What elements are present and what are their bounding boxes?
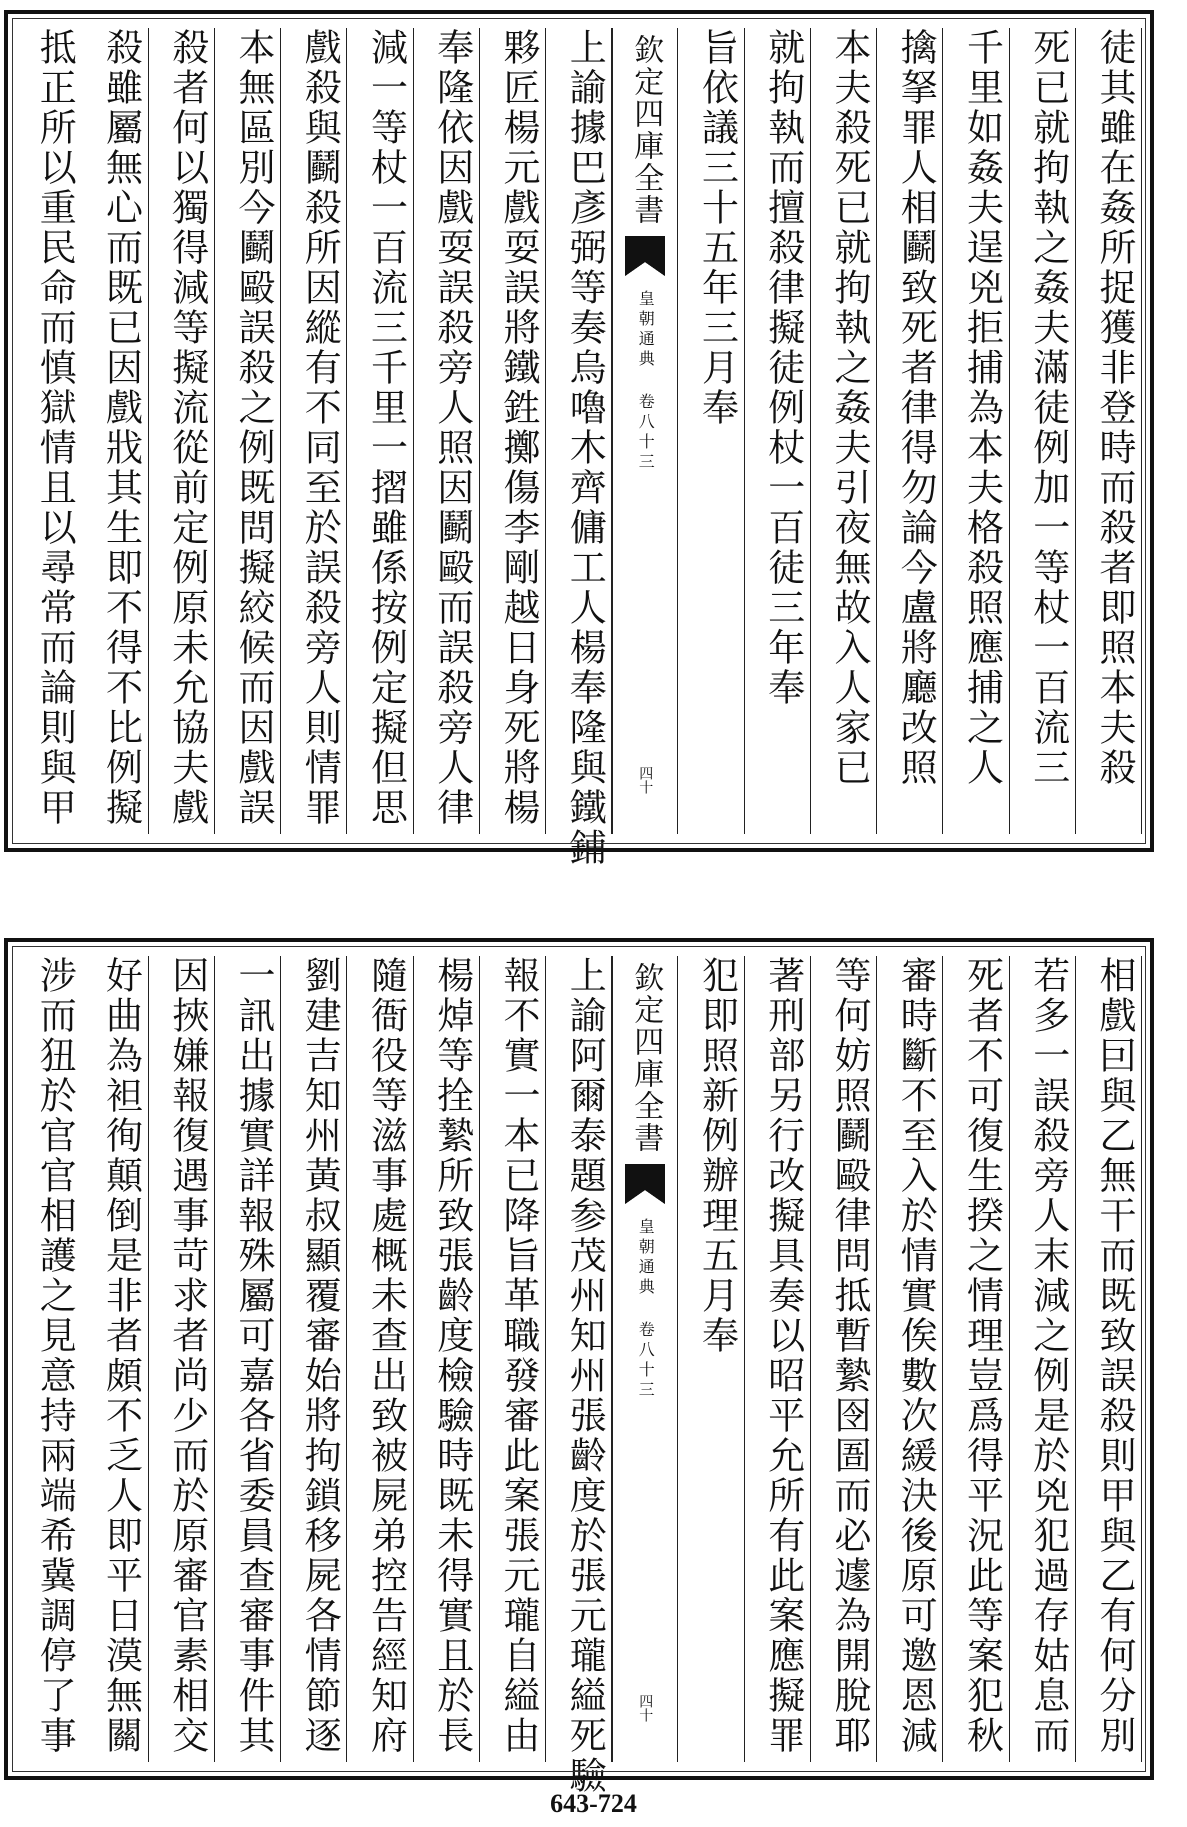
text-column xyxy=(215,956,281,1762)
text-column xyxy=(745,956,811,1762)
column-text: 死已就拘執之姦夫滿徒例加一等杖一百流三 xyxy=(1026,28,1070,788)
top-page xyxy=(4,10,1154,868)
text-column xyxy=(149,28,215,834)
fish-tail-mark-icon xyxy=(625,1164,665,1190)
text-column xyxy=(943,956,1009,1762)
column-text: 報不實一本已降旨革職發審此案張元瓏自縊由 xyxy=(497,956,540,1756)
column-text: 犯即照新例辦理五月奉 xyxy=(695,956,739,1356)
text-column xyxy=(678,28,744,834)
text-column xyxy=(82,28,148,834)
column-text: 旨依議三十五年三月奉 xyxy=(695,28,739,428)
text-column xyxy=(281,28,347,834)
column-text: 楊焯等拴縶所致張齡度檢驗時既未得實且於長 xyxy=(430,956,474,1756)
column-text: 本無區別今鬬毆誤殺之例既問擬絞候而因戲誤 xyxy=(232,28,275,828)
text-column xyxy=(943,28,1009,834)
column-text: 減一等杖一百流三千里一摺雖係按例定擬但思 xyxy=(364,28,408,828)
column-text: 一訊出據實詳報殊屬可嘉各省委員查審事件其 xyxy=(232,956,275,1756)
column-text: 相戲囙與乙無干而既致誤殺則甲與乙有何分別 xyxy=(1093,956,1136,1756)
column-text: 奉隆依因戲耍誤殺旁人照因鬬毆而誤殺旁人律 xyxy=(430,28,474,828)
text-column xyxy=(480,28,546,834)
column-text: 死者不可復生揆之情理豈爲得平況此等案犯秋 xyxy=(960,956,1004,1756)
column-text: 殺者何以獨得減等擬流從前定例原未允協夫戲 xyxy=(165,28,209,828)
column-text: 若多一誤殺旁人末減之例是於兇犯過存姑息而 xyxy=(1026,956,1070,1756)
text-column xyxy=(281,956,347,1762)
column-text: 好曲為袒徇顛倒是非者頗不乏人即平日漠無關 xyxy=(99,956,143,1756)
banner-title: 欽定四庫全書 xyxy=(628,34,664,226)
footer-page-number: 643-724 xyxy=(550,1789,637,1818)
text-column xyxy=(347,956,413,1762)
column-text: 就拘執而擅殺律擬徒例杖一百徒三年奉 xyxy=(761,28,805,708)
text-column xyxy=(546,956,612,1796)
column-text: 上諭阿爾泰題参茂州知州張齡度於張元瓏縊死驗 xyxy=(563,956,607,1796)
text-column xyxy=(678,956,744,1762)
column-text: 著刑部另行改擬具奏以昭平允所有此案應擬罪 xyxy=(761,956,805,1756)
column-text: 徒其雖在姦所捉獲非登時而殺者即照本夫殺 xyxy=(1093,28,1136,788)
text-column xyxy=(745,28,811,834)
text-column xyxy=(82,956,148,1762)
text-column xyxy=(1010,956,1076,1762)
book-title-banner xyxy=(612,28,678,834)
text-column xyxy=(16,28,82,834)
fish-tail-mark-icon xyxy=(625,236,665,262)
column-text: 夥匠楊元戲耍誤將鐵鉎擲傷李剛越日身死將楊 xyxy=(497,28,540,828)
text-column xyxy=(1010,28,1076,834)
column-text: 上諭據巴彥弼等奏烏嚕木齊傭工人楊奉隆與鐵鋪 xyxy=(563,28,607,868)
column-text: 千里如姦夫逞兇拒捕為本夫格殺照應捕之人 xyxy=(960,28,1004,788)
column-text: 隨衙役等滋事處概未查出致被屍弟控告經知府 xyxy=(364,956,408,1756)
bottom-page xyxy=(4,938,1154,1796)
text-column xyxy=(1076,956,1142,1762)
book-title-banner xyxy=(612,956,678,1762)
banner-title: 欽定四庫全書 xyxy=(628,962,664,1154)
banner-page-number: 四十 xyxy=(637,1694,654,1722)
banner-volume: 皇朝通典 卷八十三 xyxy=(636,1218,656,1401)
column-text: 本夫殺死已就拘執之姦夫引夜無故入人家已 xyxy=(828,28,871,788)
banner-volume: 皇朝通典 卷八十三 xyxy=(636,290,656,473)
column-text: 涉而狃於官官相護之見意持兩端希冀調停了事 xyxy=(33,956,77,1756)
column-text: 戲殺與鬬殺所因縱有不同至於誤殺旁人則情罪 xyxy=(298,28,342,828)
column-text: 劉建吉知州黃叔顯覆審始將拘鎖移屍各情節逐 xyxy=(298,956,342,1756)
text-column xyxy=(149,956,215,1762)
text-column xyxy=(546,28,612,868)
text-column xyxy=(877,28,943,834)
text-column xyxy=(215,28,281,834)
column-text: 殺雖屬無心而既已因戲戕其生即不得不比例擬 xyxy=(99,28,143,828)
text-column xyxy=(414,956,480,1762)
column-text: 抵正所以重民命而慎獄情且以尋常而論則與甲 xyxy=(33,28,77,828)
text-column xyxy=(347,28,413,834)
text-column xyxy=(877,956,943,1762)
text-column xyxy=(480,956,546,1762)
banner-page-number: 四十 xyxy=(637,766,654,794)
column-text: 因挾嫌報復遇事苛求者尚少而於原審官素相交 xyxy=(165,956,209,1756)
text-column xyxy=(414,28,480,834)
text-column xyxy=(811,956,877,1762)
text-column xyxy=(1076,28,1142,834)
column-text: 審時斷不至入於情實俟數次緩決後原可邀恩減 xyxy=(894,956,938,1756)
text-column xyxy=(16,956,82,1762)
column-text: 等何妨照鬬毆律問抵暫縶囹圄而必遽為開脫耶 xyxy=(828,956,871,1756)
text-column xyxy=(811,28,877,834)
column-text: 擒拏罪人相鬬致死者律得勿論今盧將廳改照 xyxy=(894,28,938,788)
